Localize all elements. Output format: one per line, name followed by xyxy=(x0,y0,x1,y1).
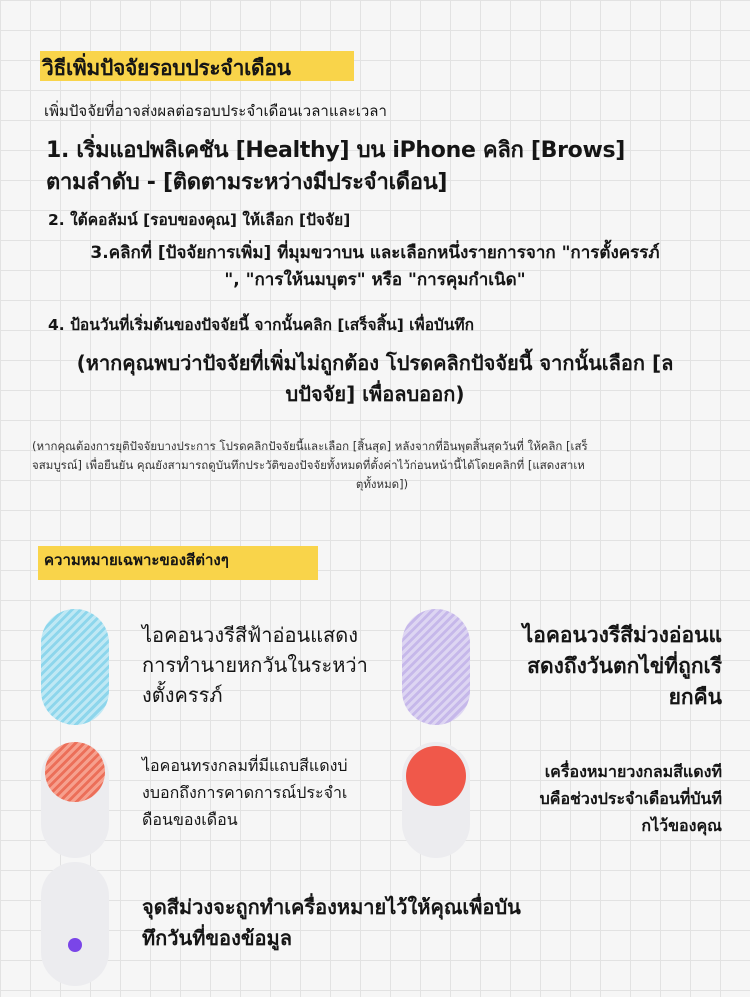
step-4: 4. ป้อนวันที่เริ่มต้นของปัจจัยนี้ จากนั้นคลิก [เสร็จสิ้น] เพื่อบันทึก xyxy=(48,316,475,334)
legend-line: งบอกถึงการคาดการณ์ประจำเ xyxy=(142,783,348,802)
section-title: ความหมายเฉพาะของสีต่างๆ xyxy=(44,551,229,569)
legend-line: สดงถึงวันตกไข่ที่ถูกเรี xyxy=(527,654,722,678)
legend-line: เครื่องหมายวงกลมสีแดงที xyxy=(544,762,722,781)
small-note-line-2: จสมบูรณ์] เพื่อยืนยัน คุณยังสามารถดูบันทึกประวัติของปัจจัยทั้งหมดที่ตั้งค่าไว้ก่อนหน้านี้ได้โดยคลิกที่ [แสดงสาเห xyxy=(32,458,585,472)
step-1-line-2: ตามลำดับ - [ติดตามระหว่างมีประจำเดือน] xyxy=(46,170,448,195)
legend-line: ทึกวันที่ของข้อมูล xyxy=(142,926,292,950)
step-3-line-2: ", "การให้นมบุตร" หรือ "การคุมกำเนิด" xyxy=(224,270,526,290)
legend-line: ไอคอนวงรีสีฟ้าอ่อนแสดง xyxy=(142,623,359,647)
note-line-1: (หากคุณพบว่าปัจจัยที่เพิ่มไม่ถูกต้อง โปรดคลิกปัจจัยนี้ จากนั้นเลือก [ล xyxy=(76,351,674,375)
legend-line: งตั้งครรภ์ xyxy=(142,683,223,707)
page-subtitle: เพิ่มปัจจัยที่อาจส่งผลต่อรอบประจำเดือนเวลาและเวลา xyxy=(44,102,387,120)
legend-line: กไว้ของคุณ xyxy=(641,816,722,835)
legend-line: ยกคืน xyxy=(668,685,722,709)
page-title: วิธีเพิ่มปัจจัยรอบประจำเดือน xyxy=(42,56,291,80)
purple-dot-background xyxy=(41,862,109,986)
end-factor-note xyxy=(32,437,732,494)
legend-line: การทำนายหกวันในระหว่า xyxy=(142,653,368,677)
legend-line: จุดสีม่วงจะถูกทำเครื่องหมายไว้ให้คุณเพื่อบัน xyxy=(142,895,521,919)
purple-dot-icon xyxy=(68,938,82,952)
step-3 xyxy=(10,240,740,294)
step-1-line-1: 1. เริ่มแอปพลิเคชัน [Healthy] บน iPhone คลิก [Brows] xyxy=(46,138,626,163)
legend-line: ไอคอนทรงกลมที่มีแถบสีแดงบ่ xyxy=(142,756,348,775)
legend-line: ไอคอนวงรีสีม่วงอ่อนแ xyxy=(522,623,722,647)
red-solid-circle-icon xyxy=(406,746,466,806)
legend-red-striped-text xyxy=(142,752,348,833)
legend-red-solid-text xyxy=(470,758,722,839)
small-note-line-3: ตุทั้งหมด]) xyxy=(355,477,409,491)
legend-blue-ring-text xyxy=(142,620,368,710)
light-purple-ring-icon xyxy=(402,609,470,725)
step-3-line-1: 3.คลิกที่ [ปัจจัยการเพิ่ม] ที่มุมขวาบน และเลือกหนึ่งรายการจาก "การตั้งครรภ์ xyxy=(90,243,660,263)
light-blue-ring-icon xyxy=(41,609,109,725)
note-line-2: บปัจจัย] เพื่อลบออก) xyxy=(285,382,465,406)
legend-line: ดือนของเดือน xyxy=(142,810,238,829)
delete-factor-note xyxy=(10,348,740,410)
red-striped-circle-icon xyxy=(45,742,105,802)
legend-purple-ring-text xyxy=(470,620,722,713)
legend-line: บคือช่วงประจำเดือนที่บันที xyxy=(539,789,722,808)
small-note-line-1: (หากคุณต้องการยุติปัจจัยบางประการ โปรดคลิกปัจจัยนี้และเลือก [สิ้นสุด] หลังจากที่อินพุตสิ้นสุดวันที่ ให้คลิก [เสร็ xyxy=(32,439,588,453)
step-2: 2. ใต้คอลัมน์ [รอบของคุณ] ให้เลือก [ปัจจัย] xyxy=(48,211,351,229)
legend-purple-dot-text xyxy=(142,892,521,954)
step-1 xyxy=(46,135,625,199)
